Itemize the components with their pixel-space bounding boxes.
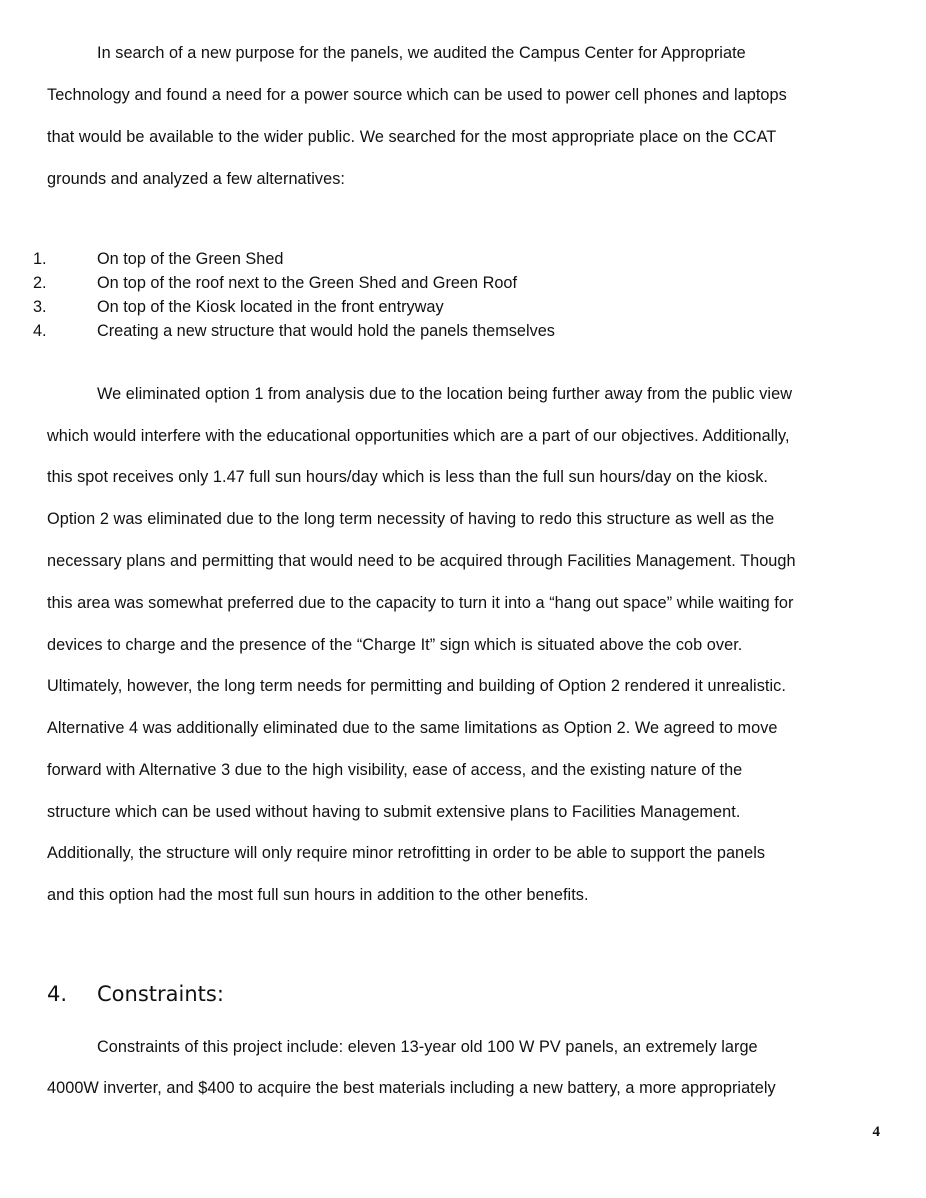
list-number: 1. <box>33 250 47 268</box>
list-item <box>33 297 444 317</box>
paragraph-line: We eliminated option 1 from analysis due to the location being further away from the public view <box>97 385 793 403</box>
paragraph-line: In search of a new purpose for the panels, we audited the Campus Center for Appropriate <box>97 44 746 62</box>
list-number: 4. <box>33 322 47 340</box>
list-text: On top of the Kiosk located in the front entryway <box>97 298 444 316</box>
list-text: On top of the roof next to the Green Shed and Green Roof <box>97 274 517 292</box>
paragraph-line: and this option had the most full sun hours in addition to the other benefits. <box>47 886 589 904</box>
paragraph-line: necessary plans and permitting that would need to be acquired through Facilities Management. Though <box>47 552 796 570</box>
paragraph-line: Ultimately, however, the long term needs for permitting and building of Option 2 rendered it unrealistic. <box>47 677 786 695</box>
list-item <box>33 321 555 341</box>
paragraph-line: Option 2 was eliminated due to the long term necessity of having to redo this structure as well as the <box>47 510 775 528</box>
paragraph-line: Constraints of this project include: eleven 13-year old 100 W PV panels, an extremely large <box>97 1038 758 1056</box>
paragraph-line: grounds and analyzed a few alternatives: <box>47 170 345 188</box>
paragraph-line: structure which can be used without having to submit extensive plans to Facilities Management. <box>47 803 741 821</box>
list-item <box>33 249 283 269</box>
paragraph-line: devices to charge and the presence of the “Charge It” sign which is situated above the cob over. <box>47 636 743 654</box>
list-item <box>33 273 517 293</box>
paragraph-line: 4000W inverter, and $400 to acquire the best materials including a new battery, a more appropriately <box>47 1079 776 1097</box>
paragraph-line: this area was somewhat preferred due to the capacity to turn it into a “hang out space” while waiting for <box>47 594 794 612</box>
list-text: On top of the Green Shed <box>97 250 284 268</box>
list-number: 3. <box>33 298 47 316</box>
paragraph-line: Additionally, the structure will only require minor retrofitting in order to be able to support the panels <box>47 844 766 862</box>
paragraph-line: Alternative 4 was additionally eliminated due to the same limitations as Option 2. We agreed to move <box>47 719 778 737</box>
paragraph-line: this spot receives only 1.47 full sun hours/day which is less than the full sun hours/day on the kiosk. <box>47 468 769 486</box>
paragraph-line: forward with Alternative 3 due to the high visibility, ease of access, and the existing nature of the <box>47 761 743 779</box>
paragraph-line: Technology and found a need for a power source which can be used to power cell phones and laptops <box>47 86 787 104</box>
paragraph-line: which would interfere with the educational opportunities which are a part of our objectives. Additionally, <box>47 427 790 445</box>
list-number: 2. <box>33 274 47 292</box>
section-title: Constraints: <box>97 982 224 1006</box>
section-heading <box>47 980 224 1008</box>
page-number: 4 <box>872 1124 880 1140</box>
list-text: Creating a new structure that would hold the panels themselves <box>97 322 555 340</box>
paragraph-line: that would be available to the wider public. We searched for the most appropriate place on the CCAT <box>47 128 777 146</box>
section-number: 4. <box>47 982 68 1006</box>
